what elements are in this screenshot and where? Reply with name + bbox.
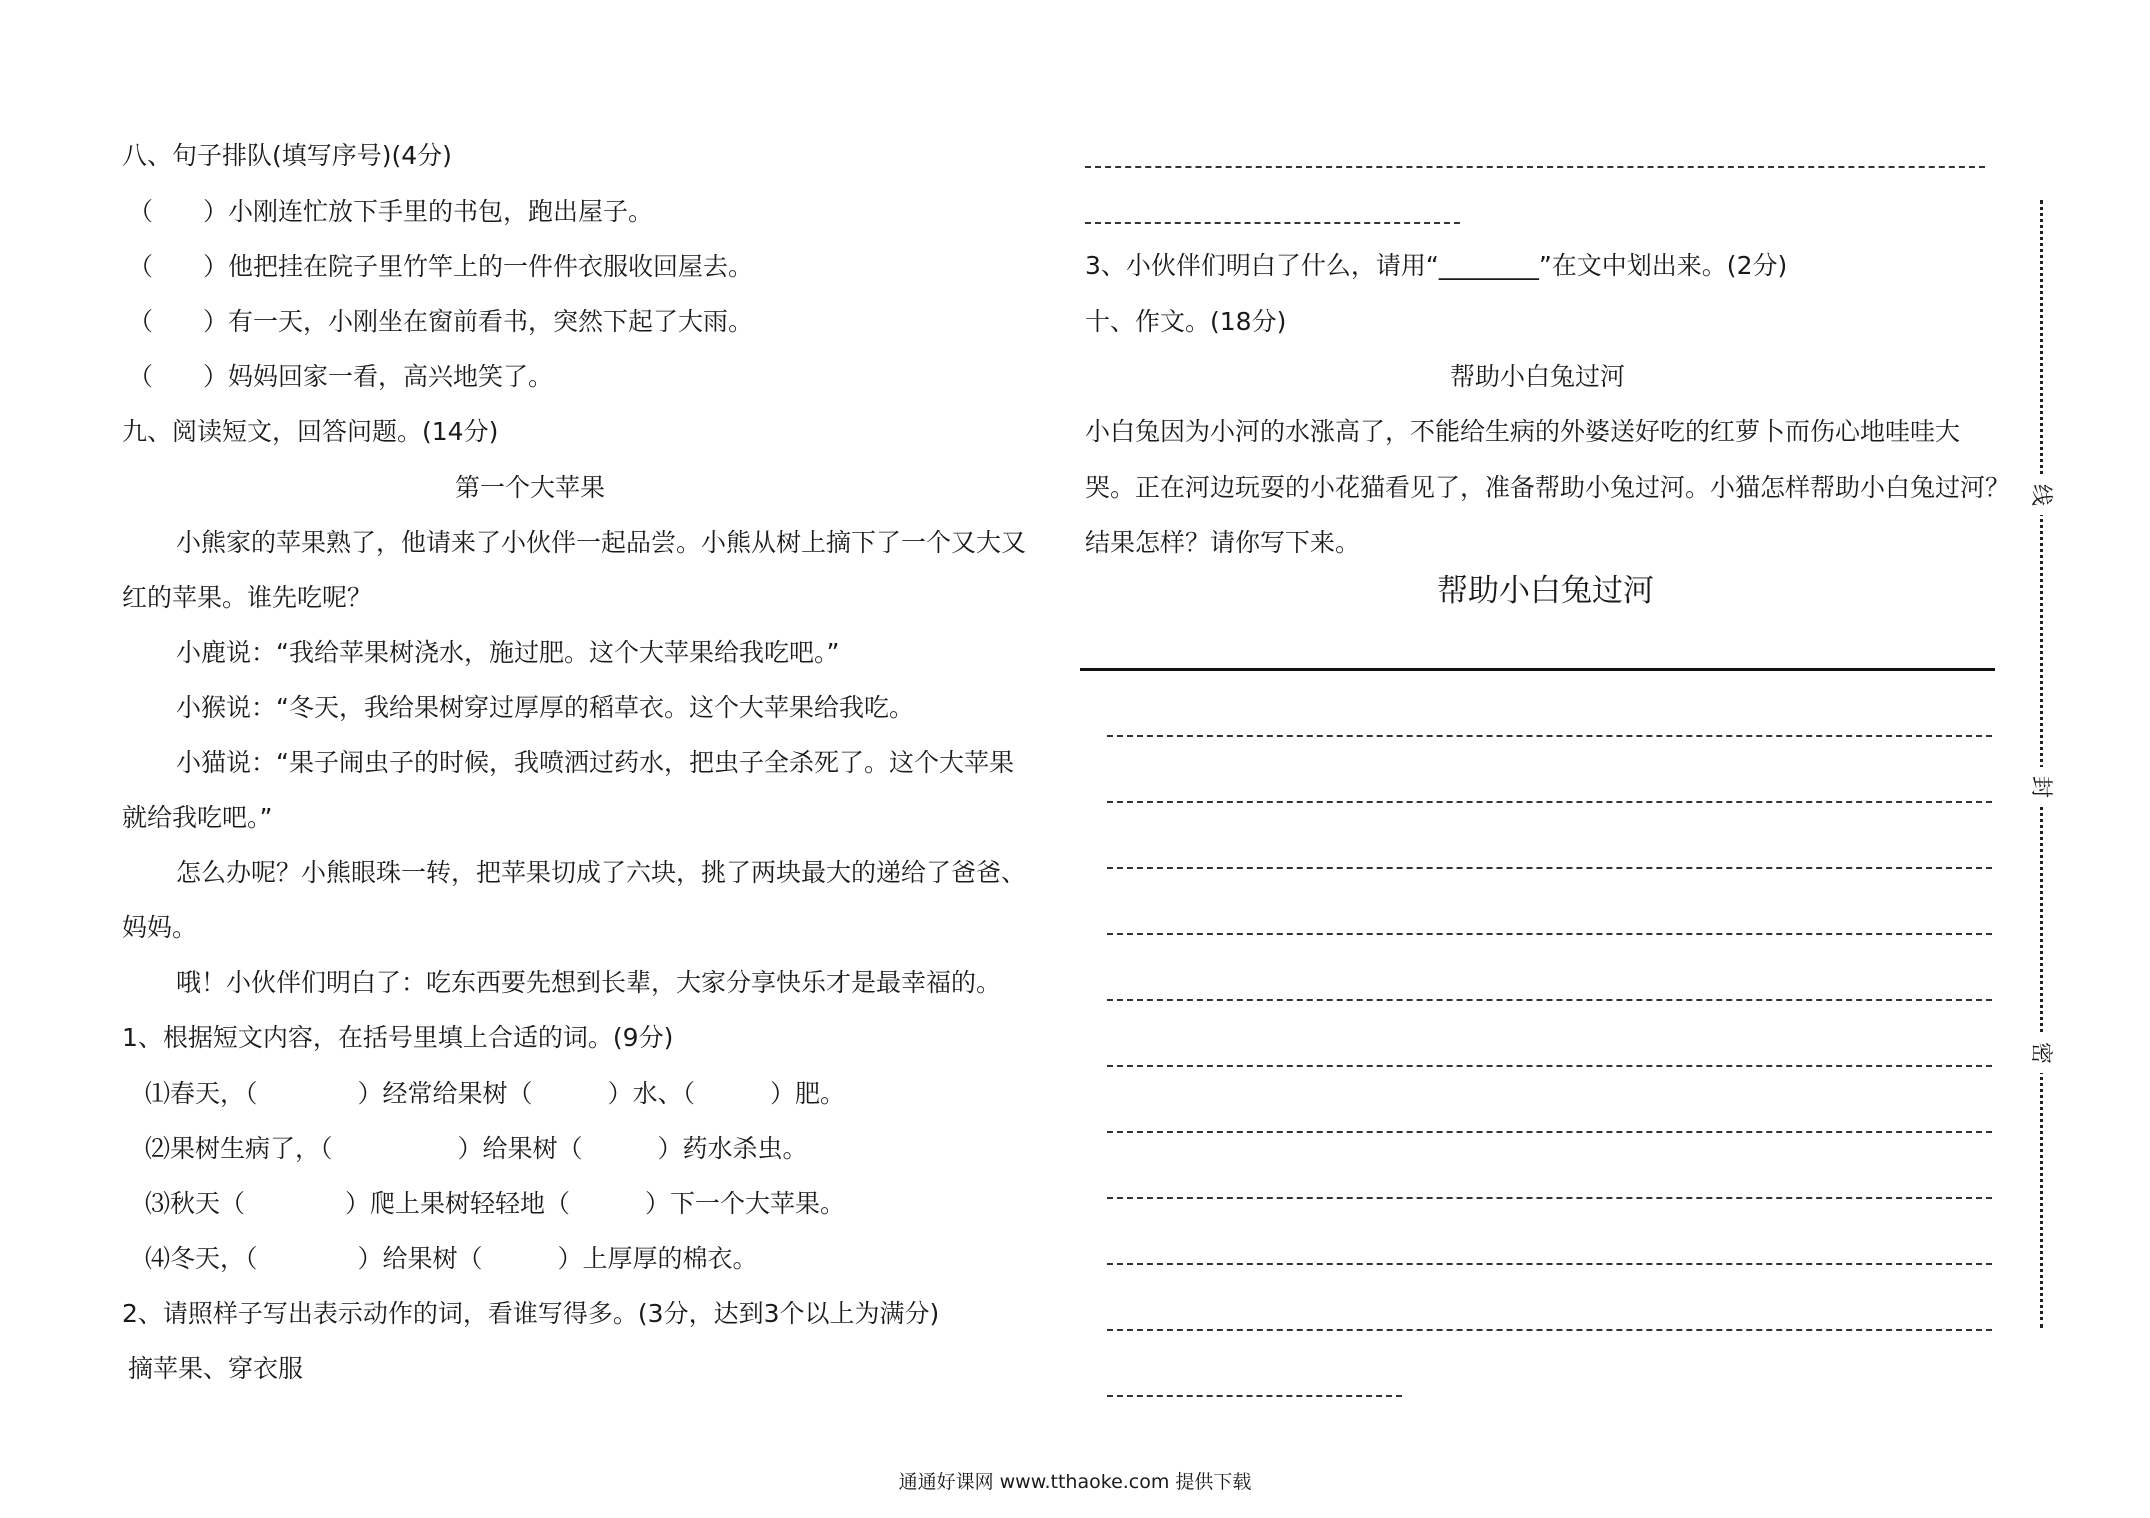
binding-dotted-line	[2040, 200, 2043, 1328]
margin-char-mi: 密	[2027, 1033, 2053, 1073]
writing-line	[1107, 801, 1992, 803]
essay-title: 帮助小白兔过河	[1437, 573, 1654, 609]
story-line-9: 哦！小伙伴们明白了：吃东西要先想到长辈，大家分享快乐才是最幸福的。	[176, 968, 1002, 997]
question-3: 3、小伙伴们明白了什么，请用“________”在文中划出来。(2分)	[1085, 251, 1788, 280]
essay-prompt-line-2: 哭。正在河边玩耍的小花猫看见了，准备帮助小兔过河。小猫怎样帮助小白兔过河？	[1085, 473, 2011, 502]
question-2-example: 摘苹果、穿衣服	[128, 1354, 304, 1383]
story-line-5: 小猫说：“果子闹虫子的时候，我喷洒过药水，把虫子全杀死了。这个大苹果	[176, 748, 1014, 777]
section-10-title: 十、作文。(18分)	[1085, 307, 1287, 336]
writing-line	[1107, 867, 1992, 869]
section-9-title: 九、阅读短文，回答问题。(14分)	[122, 417, 499, 446]
question-1-title: 1、根据短文内容，在括号里填上合适的词。(9分)	[122, 1023, 674, 1052]
essay-title-underline	[1080, 668, 1995, 671]
sentence-item-1: （ ）小刚连忙放下手里的书包，跑出屋子。	[128, 197, 654, 226]
essay-subtitle: 帮助小白兔过河	[1450, 362, 1626, 391]
story-line-7: 怎么办呢？小熊眼珠一转，把苹果切成了六块，挑了两块最大的递给了爸爸、	[176, 858, 1027, 887]
story-line-6: 就给我吃吧。”	[122, 803, 273, 832]
margin-char-xian: 线	[2027, 475, 2053, 515]
q1-item-2: ⑵果树生病了，（ ）给果树（ ）药水杀虫。	[145, 1134, 808, 1163]
writing-line	[1107, 933, 1992, 935]
q1-item-1: ⑴春天，（ ）经常给果树（ ）水、（ ）肥。	[145, 1079, 846, 1108]
footer-credit: 通通好课网 www.tthaoke.com 提供下载	[898, 1471, 1252, 1493]
story-title: 第一个大苹果	[455, 473, 606, 502]
margin-char-feng: 封	[2027, 767, 2053, 807]
writing-line	[1107, 1197, 1992, 1199]
sentence-item-2: （ ）他把挂在院子里竹竿上的一件件衣服收回屋去。	[128, 252, 754, 281]
writing-line	[1107, 1329, 1992, 1331]
story-line-2: 红的苹果。谁先吃呢？	[122, 583, 373, 612]
story-line-1: 小熊家的苹果熟了，他请来了小伙伴一起品尝。小熊从树上摘下了一个又大又	[176, 528, 1027, 557]
q1-item-4: ⑷冬天，（ ）给果树（ ）上厚厚的棉衣。	[145, 1244, 758, 1273]
answer-line	[1085, 222, 1460, 224]
essay-prompt-line-3: 结果怎样？请你写下来。	[1085, 528, 1361, 557]
section-8-title: 八、句子排队(填写序号)(4分)	[122, 141, 452, 170]
answer-line	[1085, 166, 1985, 168]
essay-prompt-line-1: 小白兔因为小河的水涨高了，不能给生病的外婆送好吃的红萝卜而伤心地哇哇大	[1085, 417, 1961, 446]
question-2-title: 2、请照样子写出表示动作的词，看谁写得多。(3分，达到3个以上为满分)	[122, 1299, 940, 1328]
sentence-item-4: （ ）妈妈回家一看，高兴地笑了。	[128, 362, 554, 391]
story-line-4: 小猴说：“冬天，我给果树穿过厚厚的稻草衣。这个大苹果给我吃。	[176, 693, 914, 722]
writing-line	[1107, 1131, 1992, 1133]
writing-line	[1107, 1065, 1992, 1067]
writing-line	[1107, 999, 1992, 1001]
sentence-item-3: （ ）有一天，小刚坐在窗前看书，突然下起了大雨。	[128, 307, 754, 336]
writing-line	[1107, 1263, 1992, 1265]
writing-line	[1107, 735, 1992, 737]
story-line-8: 妈妈。	[122, 913, 198, 942]
q1-item-3: ⑶秋天（ ）爬上果树轻轻地（ ）下一个大苹果。	[145, 1189, 846, 1218]
writing-line	[1107, 1395, 1402, 1397]
story-line-3: 小鹿说：“我给苹果树浇水，施过肥。这个大苹果给我吃吧。”	[176, 638, 840, 667]
